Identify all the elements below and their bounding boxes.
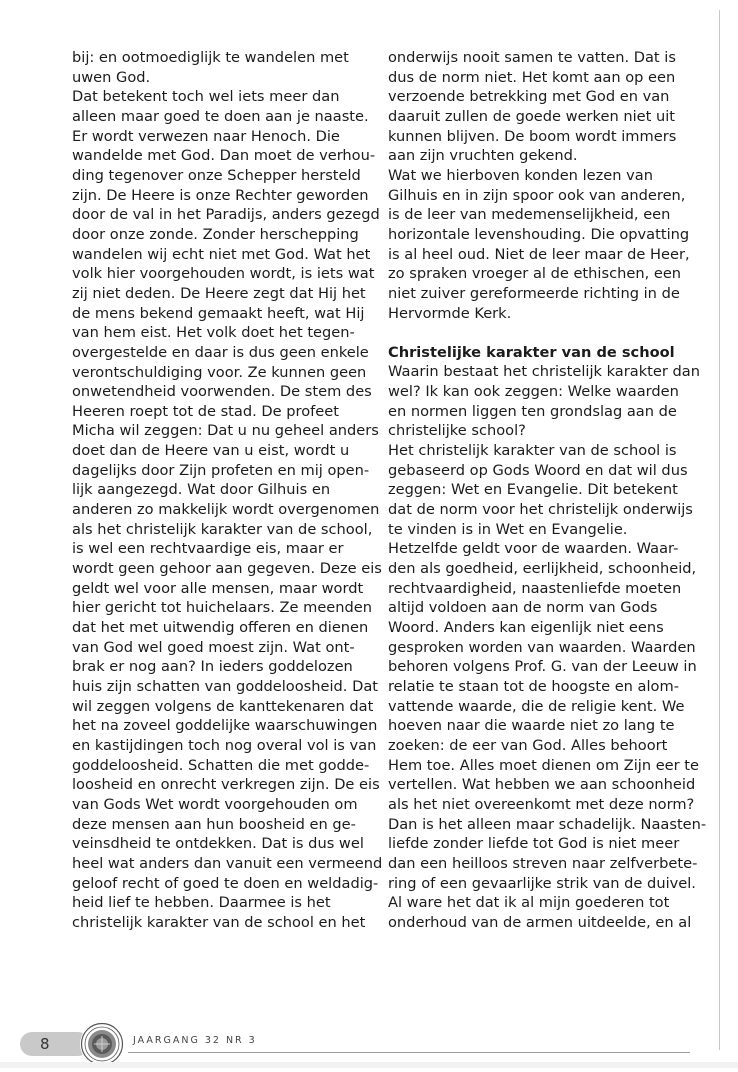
text-line: deze mensen aan hun boosheid en ge- [72,815,356,833]
text-line: liefde zonder liefde tot God is niet meer [388,835,680,853]
text-line: dagelijks door Zijn profeten en mij open- [72,461,370,479]
text-line: wil zeggen volgens de kanttekenaren dat [72,697,374,715]
footer-rule [128,1052,690,1053]
text-line: overgestelde en daar is dus geen enkele [72,343,369,361]
text-line: heel wat anders dan vanuit een vermeend [72,854,383,872]
text-line: Heeren roept tot de stad. De profeet [72,402,339,420]
text-line: lijk aangezegd. Wat door Gilhuis en [72,481,331,499]
text-line: wandelde met God. Dan moet de verhou- [72,147,376,165]
text-line: heid lief te hebben. Daarmee is het [72,894,331,912]
text-line: wordt geen gehoor aan gegeven. Deze eis [72,560,382,578]
text-line: bij: en ootmoediglijk te wandelen met [72,49,349,66]
text-line: christelijke school? [388,422,526,440]
text-line: is de leer van medemenselijkheid, een [388,206,671,224]
section-heading: Christelijke karakter van de school [388,343,675,361]
text-line: Micha wil zeggen: Dat u nu geheel anders [72,422,379,440]
text-line: huis zijn schatten van goddeloosheid. Dat [72,678,378,695]
text-line: Hervormde Kerk. [388,304,512,322]
text-line: zeggen: Wet en Evangelie. Dit betekent [388,481,678,499]
text-line: Dan is het alleen maar schadelijk. Naasten- [388,815,707,833]
text-line: veinsdheid te ontdekken. Dat is dus wel [72,835,364,853]
text-line: zijn. De Heere is onze Rechter geworden [72,186,369,204]
text-line: Woord. Anders kan eigenlijk niet eens [388,619,664,637]
text-line: altijd voldoen aan de norm van Gods [388,599,658,617]
text-line: gesproken worden van waarden. Waarden [388,638,696,656]
text-line: van Gods Wet wordt voorgehouden om [72,795,358,813]
text-line: goddeloosheid. Schatten die met godde- [72,756,370,774]
text-line: christelijk karakter van de school en het [72,913,366,931]
text-line: door de val in het Paradijs, anders gezegd [72,206,380,224]
text-line: rechtvaardigheid, naastenliefde moeten [388,579,682,597]
text-line: niet zuiver gereformeerde richting in de [388,284,680,302]
text-line: Dat betekent toch wel iets meer dan [72,88,340,106]
text-line: onderwijs nooit samen te vatten. Dat is [388,49,676,66]
text-line: verzoende betrekking met God en van [388,88,670,106]
seal-emblem-icon [80,1022,124,1066]
right-column-top [388,48,690,323]
text-line: en normen liggen ten grondslag aan de [388,402,677,420]
text-line: vertellen. Wat hebben we aan schoonheid [388,776,696,794]
text-line: aan zijn vruchten gekend. [388,147,578,165]
text-line: te vinden is in Wet en Evangelie. [388,520,628,538]
text-line: dan een heilloos streven naar zelfverbete- [388,854,698,872]
text-line: geldt wel voor alle mensen, maar wordt [72,579,364,597]
text-line: Er wordt verwezen naar Henoch. Die [72,127,340,145]
text-line: kunnen blijven. De boom wordt immers [388,127,677,145]
text-line: alleen maar goed te doen aan je naaste. [72,107,369,125]
text-line: relatie te staan tot de hoogste en alom- [388,677,679,695]
text-line: doet dan de Heere van u eist, wordt u [72,442,350,460]
text-line: anderen zo makkelijk wordt overgenomen [72,501,380,519]
text-line: uwen God. [72,68,151,86]
text-line: wandelen wij echt niet met God. Wat het [72,245,371,263]
text-line: van hem eist. Het volk doet het tegen- [72,324,355,342]
text-line: hier gericht tot huichelaars. Ze meenden [72,599,373,617]
text-line: dus de norm niet. Het komt aan op een [388,68,676,86]
text-line: als het niet overeenkomt met deze norm? [388,795,695,813]
text-line: onderhoud van de armen uitdeelde, en al [388,913,692,931]
text-line: Wat we hierboven konden lezen van [388,166,653,184]
text-line: Hem toe. Alles moet dienen om Zijn eer te [388,756,700,774]
text-line: behoren volgens Prof. G. van der Leeuw in [388,658,697,676]
text-line: den als goedheid, eerlijkheid, schoonheid, [388,560,697,578]
text-line: van God wel goed moest zijn. Wat ont- [72,638,355,656]
text-line: Al ware het dat ik al mijn goederen tot [388,894,670,912]
bottom-band [0,1062,738,1068]
text-line: vattende waarde, die de religie kent. We [388,697,685,715]
text-line: loosheid en onrecht verkregen zijn. De eis [72,776,380,794]
text-line: ring of een gevaarlijke strik van de duivel. [388,874,696,892]
right-column [388,48,707,933]
paragraph-gap [388,323,690,343]
left-column [72,48,383,933]
text-line: dat het met uitwendig offeren en dienen [72,619,369,637]
right-column-bottom [388,362,707,932]
text-line: zo spraken vroeger al de ethischen, een [388,265,682,283]
page-edge-line [719,10,720,1050]
text-line: zoeken: de eer van God. Alles behoort [388,736,668,754]
text-line: ding tegenover onze Schepper hersteld [72,166,361,184]
text-line: is wel een rechtvaardige eis, maar er [72,540,344,558]
text-line: Het christelijk karakter van de school is [388,442,677,460]
text-line: zij niet deden. De Heere zegt dat Hij het [72,284,366,302]
text-line: onwetendheid voorwenden. De stem des [72,383,372,401]
text-line: volk hier voorgehouden wordt, is iets wat [72,265,375,283]
issue-label: JAARGANG 32 NR 3 [133,1035,257,1046]
text-line: als het christelijk karakter van de school, [72,520,373,538]
text-line: gebaseerd op Gods Woord en dat wil dus [388,461,688,479]
text-line: en kastijdingen toch nog overal vol is van [72,736,377,754]
text-line: daaruit zullen de goede werken niet uit [388,107,676,125]
text-line: Waarin bestaat het christelijk karakter dan [388,363,700,381]
text-line: de mens bekend gemaakt heeft, wat Hij [72,304,365,322]
text-line: is al heel oud. Niet de leer maar de Heer, [388,245,690,263]
text-line: Gilhuis en in zijn spoor ook van anderen, [388,186,686,204]
text-line: door onze zonde. Zonder herschepping [72,225,359,243]
text-line: brak er nog aan? In ieders goddelozen [72,658,353,676]
text-line: geloof recht of goed te doen en weldadig- [72,874,379,892]
text-line: hoeven naar die waarde niet zo lang te [388,717,675,735]
page-number: 8 [20,1032,90,1056]
text-line: horizontale levenshouding. Die opvatting [388,225,690,243]
text-line: wel? Ik kan ook zeggen: Welke waarden [388,383,679,401]
text-line: Hetzelfde geldt voor de waarden. Waar- [388,540,679,558]
text-line: dat de norm voor het christelijk onderwijs [388,501,693,519]
text-line: het na zoveel goddelijke waarschuwingen [72,717,378,735]
text-line: verontschuldiging voor. Ze kunnen geen [72,363,367,381]
